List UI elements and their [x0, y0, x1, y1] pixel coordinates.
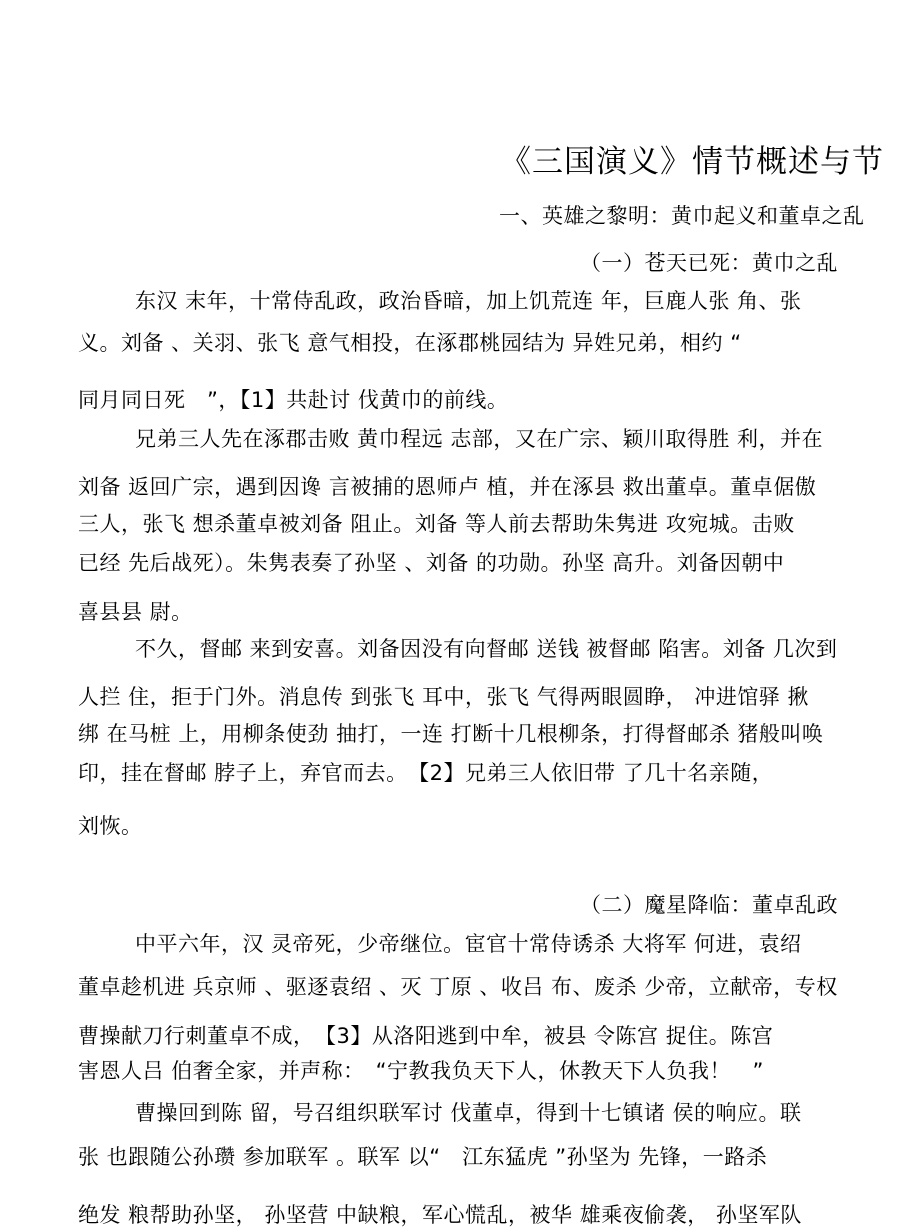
paragraph-line: 曹操回到陈 留，号召组织联军讨 伐董卓，得到十七镇诸 侯的响应。联 [135, 1101, 802, 1125]
section-heading: 一、英雄之黎明：黄巾起义和董卓之乱 [499, 204, 865, 228]
paragraph-line: 喜县县 尉。 [78, 600, 193, 624]
paragraph-line: 同月同日死 ”，【1】共赴讨 伐黄巾的前线。 [78, 388, 509, 412]
paragraph-line: 害恩人吕 伯奢全家，并声称： “宁教我负天下人，休教天下人负我！ ” [78, 1059, 764, 1083]
document-title: 《三国演义》情节概述与节 [500, 144, 884, 180]
paragraph-line: 印，挂在督邮 脖子上，弃官而去。 【2】兄弟三人依旧带 了几十名亲随， [78, 761, 774, 785]
subsection-heading-2: （二）魔星降临：董卓乱政 [580, 893, 838, 917]
paragraph-line: 绑 在马桩 上，用柳条使劲 抽打，一连 打断十几根柳条，打得督邮杀 猪般叫唤 [78, 722, 824, 746]
paragraph-line: 绝发 粮帮助孙坚， 孙坚营 中缺粮，军心慌乱，被华 雄乘夜偷袭， 孙坚军队 [78, 1203, 802, 1227]
paragraph-line: 董卓趁机进 兵京师 、驱逐袁绍 、灭 丁原 、收吕 布、废杀 少帝，立献帝，专权 [78, 975, 838, 999]
paragraph-line: 中平六年，汉 灵帝死，少帝继位。宦官十常侍诱杀 大将军 何进，袁绍 [135, 932, 802, 956]
paragraph-line: 刘备 返回广宗，遇到因谗 言被捕的恩师卢 植，并在涿县 救出董卓。董卓倨傲 [78, 475, 817, 499]
paragraph-line: 东汉 末年，十常侍乱政，政治昏暗，加上饥荒连 年，巨鹿人张 角、张 [135, 289, 802, 313]
paragraph-line: 张 也跟随公孙瓒 参加联军 。联军 以“ 江东猛虎 ”孙坚为 先锋，一路杀 [78, 1145, 768, 1169]
subsection-heading-1: （一）苍天已死：黄巾之乱 [580, 251, 838, 275]
paragraph-line: 义。刘备 、关羽、张飞 意气相投，在涿郡桃园结为 异姓兄弟，相约 “ [78, 331, 742, 355]
paragraph-line: 曹操献刀行刺董卓不成， 【3】从洛阳逃到中牟，被县 令陈宫 捉住。陈宫 [78, 1024, 774, 1048]
paragraph-line: 不久，督邮 来到安喜。刘备因没有向督邮 送钱 被督邮 陷害。刘备 几次到 [135, 637, 838, 661]
paragraph-line: 人拦 住，拒于门外。消息传 到张飞 耳中，张飞 气得两眼圆睁， 冲进馆驿 揪 [78, 685, 810, 709]
paragraph-line: 兄弟三人先在涿郡击败 黄巾程远 志部，又在广宗、颖川取得胜 利，并在 [135, 427, 824, 451]
paragraph-line: 刘恢。 [78, 814, 143, 838]
paragraph-line: 已经 先后战死）。朱隽表奏了孙坚 、刘备 的功勋。孙坚 高升。刘备因朝中 [78, 551, 785, 575]
paragraph-line: 三人，张飞 想杀董卓被刘备 阻止。刘备 等人前去帮助朱隽进 攻宛城。击败 [78, 512, 795, 536]
